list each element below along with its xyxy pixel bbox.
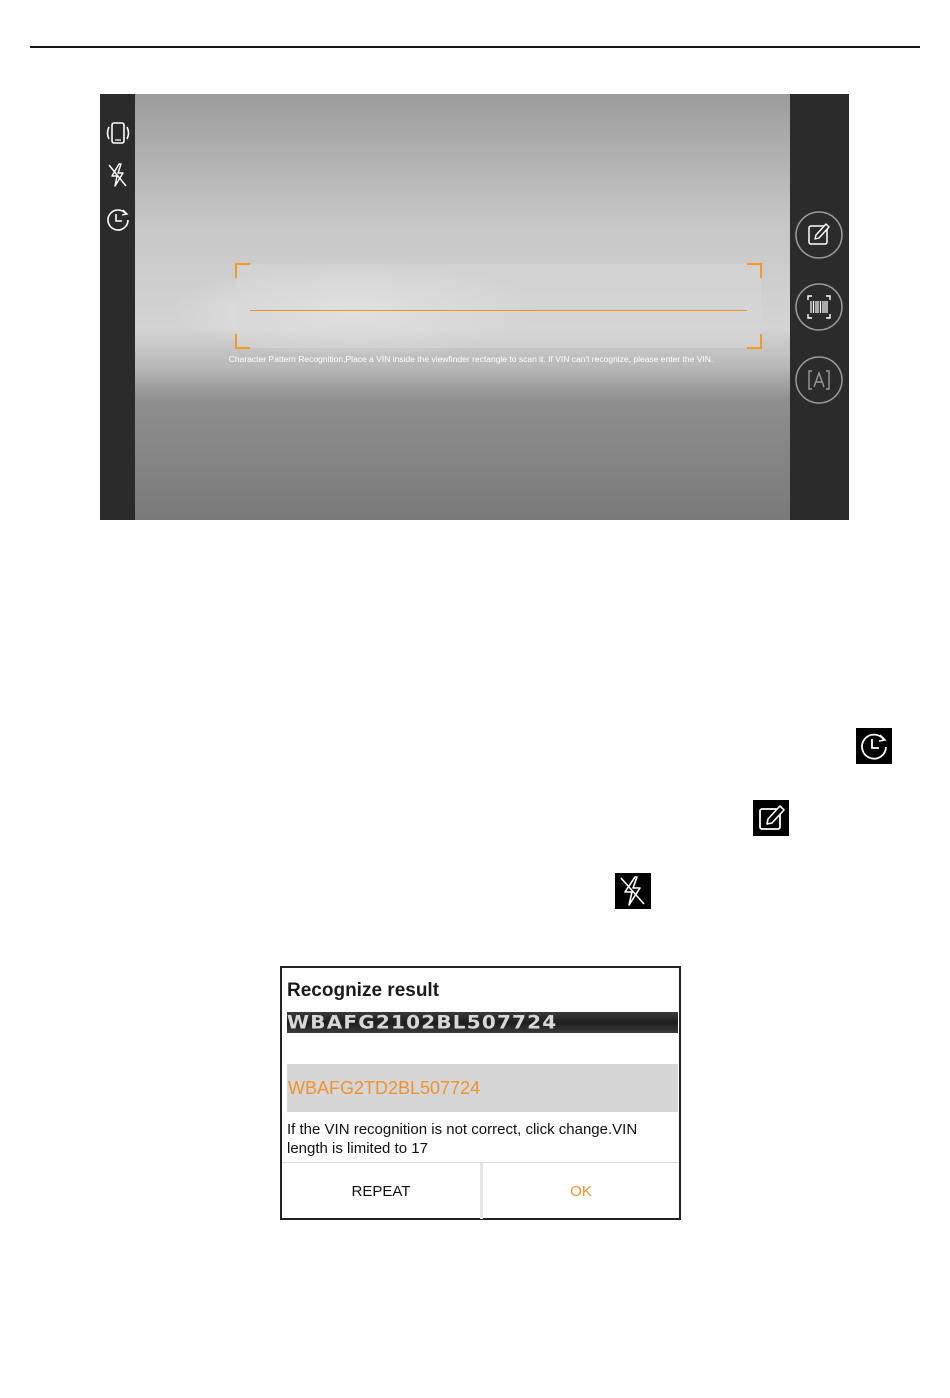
scan-line (250, 310, 747, 311)
vin-note-text: If the VIN recognition is not correct, click change.VIN length is limited to 17 (287, 1121, 638, 1157)
viewfinder-corner (747, 334, 762, 349)
history-icon (856, 728, 892, 764)
repeat-button[interactable]: REPEAT (282, 1163, 483, 1219)
left-toolbar (100, 94, 135, 520)
flash-off-icon (615, 873, 651, 909)
scan-hint-text: Character Pattern Recognition,Place a VIN inside the viewfinder rectangle to scan it. If VIN can't recognize, please enter the VIN. (228, 354, 714, 364)
barcode-scan-button[interactable] (795, 283, 843, 331)
edit-icon (753, 800, 789, 836)
header-rule (30, 46, 920, 48)
viewfinder-corner (747, 263, 762, 278)
flash-off-icon[interactable] (104, 161, 132, 189)
history-icon[interactable] (104, 205, 132, 233)
viewfinder-corner (235, 263, 250, 278)
scanned-vin-image (287, 1012, 678, 1033)
rotate-screen-icon[interactable] (104, 119, 132, 147)
recognize-result-dialog (280, 966, 681, 1220)
character-recognition-button[interactable] (795, 356, 843, 404)
scanned-vin-image-text: WBAFG2102BL507724 (287, 1012, 558, 1033)
vin-scanner-screen (100, 94, 849, 520)
vin-input-field[interactable] (287, 1064, 678, 1112)
camera-viewport (135, 94, 790, 520)
manual-input-button[interactable] (795, 211, 843, 259)
ok-button[interactable]: OK (570, 1182, 592, 1200)
vin-value: WBAFG2TD2BL507724 (288, 1078, 481, 1098)
viewfinder-corner (235, 334, 250, 349)
viewfinder-rectangle (236, 264, 761, 348)
dialog-button-row (282, 1162, 679, 1219)
dialog-title: Recognize result (287, 980, 440, 1001)
